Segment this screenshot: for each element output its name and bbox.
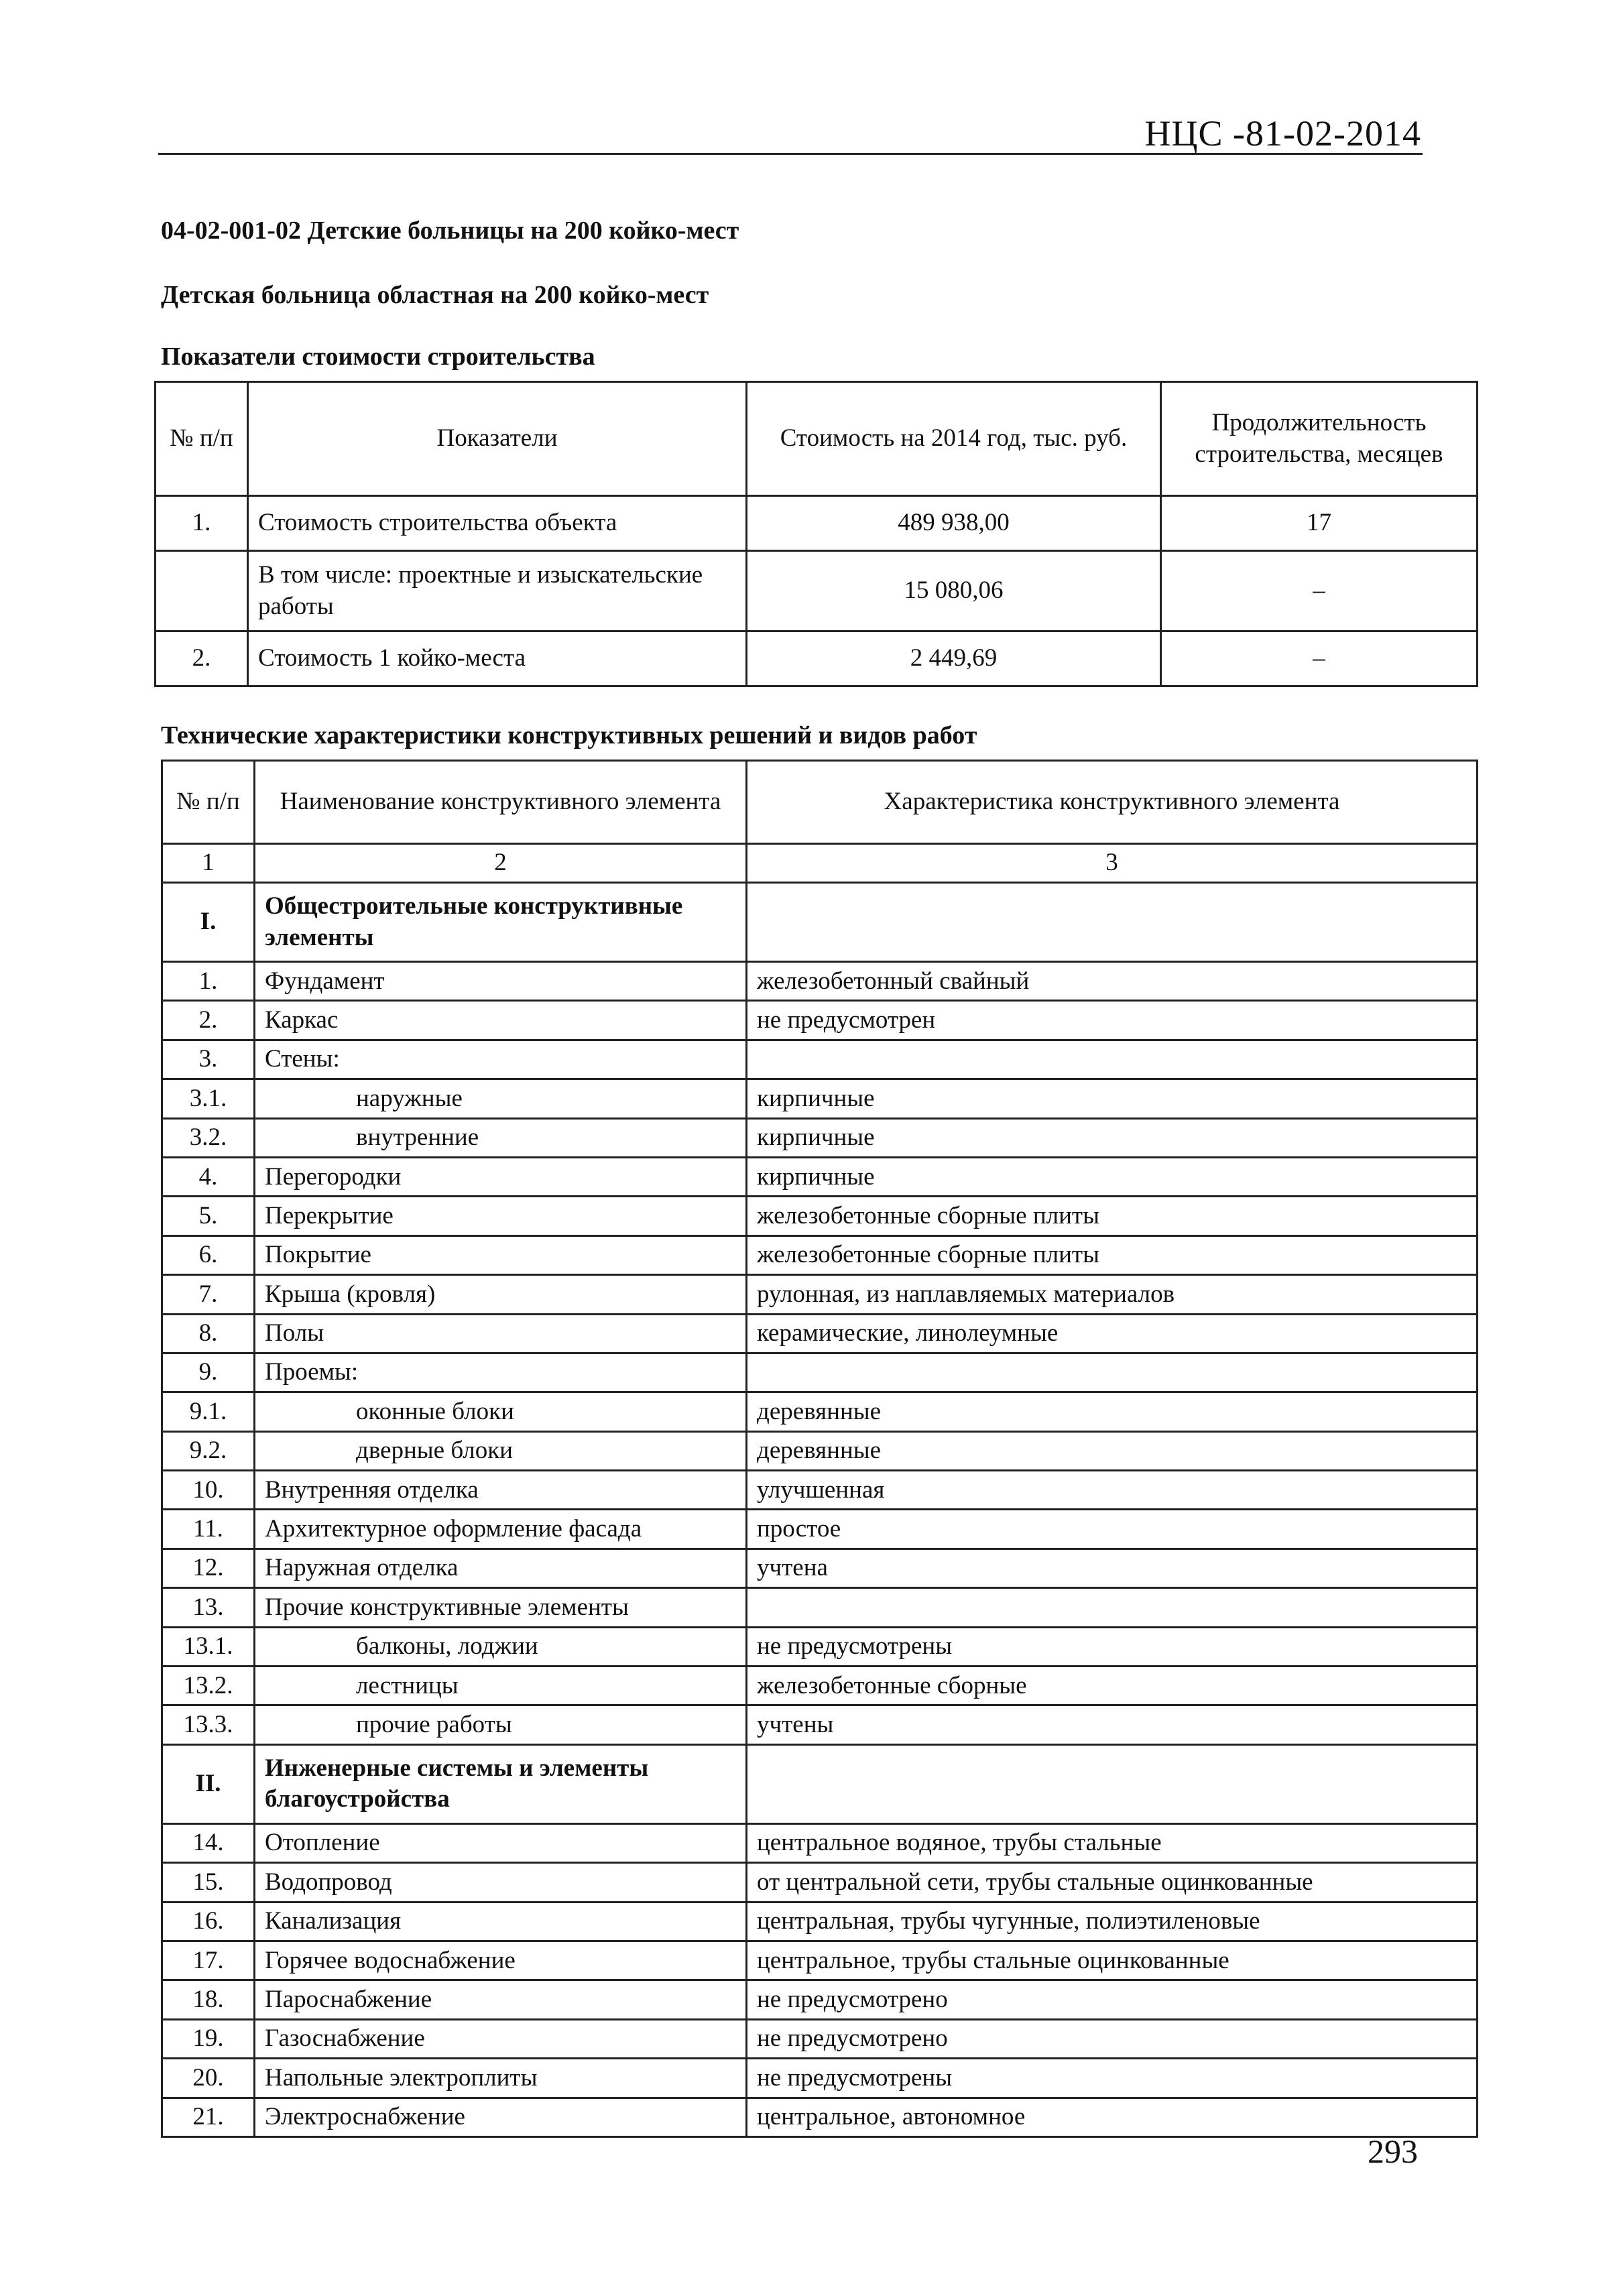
row-number: 9.1. (162, 1392, 255, 1431)
cost-header-row (156, 382, 1478, 496)
table-row (162, 1314, 1478, 1353)
element-characteristic: учтена (747, 1549, 1478, 1587)
element-name: Электроснабжение (255, 2098, 747, 2136)
cost-row (156, 631, 1478, 686)
element-name: Проемы: (255, 1353, 747, 1392)
element-characteristic (747, 883, 1478, 962)
element-name: Горячее водоснабжение (255, 1941, 747, 1980)
element-characteristic: улучшенная (747, 1471, 1478, 1510)
element-name: Внутренняя отделка (255, 1471, 747, 1510)
element-characteristic: рулонная, из наплавляемых материалов (747, 1275, 1478, 1314)
cost-row-name: В том числе: проектные и изыскательские работы (248, 551, 747, 631)
element-characteristic: центральное, трубы стальные оцинкованные (747, 1941, 1478, 1980)
tech-header-element: Наименование конструктивного элемента (255, 761, 747, 844)
row-number: 3. (162, 1040, 255, 1079)
cost-row-name: Стоимость 1 койко-места (248, 631, 747, 686)
element-characteristic: кирпичные (747, 1118, 1478, 1157)
element-characteristic: деревянные (747, 1431, 1478, 1470)
row-number: 3.1. (162, 1079, 255, 1118)
table-row (162, 1079, 1478, 1118)
cost-row-num: 2. (156, 631, 248, 686)
element-characteristic: железобетонные сборные плиты (747, 1235, 1478, 1274)
element-name: Канализация (255, 1902, 747, 1941)
table-row (162, 1235, 1478, 1274)
element-characteristic: от центральной сети, трубы стальные оцинкованные (747, 1863, 1478, 1902)
element-name: Отопление (255, 1823, 747, 1862)
table-row (162, 1392, 1478, 1431)
tech-header-num: № п/п (162, 761, 255, 844)
element-name: Каркас (255, 1001, 747, 1040)
table-row (162, 1549, 1478, 1587)
element-characteristic: не предусмотрен (747, 1001, 1478, 1040)
element-characteristic: железобетонные сборные плиты (747, 1197, 1478, 1235)
table-row (162, 1510, 1478, 1549)
element-characteristic: кирпичные (747, 1157, 1478, 1196)
row-number: II. (162, 1744, 255, 1823)
element-name: Общестроительные конструктивные элементы (255, 883, 747, 962)
tech-column-numbers-row (162, 844, 1478, 883)
row-number: 13. (162, 1588, 255, 1627)
row-number: 9. (162, 1353, 255, 1392)
column-number: 2 (255, 844, 747, 883)
row-number: 21. (162, 2098, 255, 2136)
element-name: Водопровод (255, 1863, 747, 1902)
element-name: внутренние (255, 1118, 747, 1157)
cost-header-cost: Стоимость на 2014 год, тыс. руб. (747, 382, 1161, 496)
element-name: наружные (255, 1079, 747, 1118)
table-row (162, 1627, 1478, 1666)
element-name: дверные блоки (255, 1431, 747, 1470)
element-name: Пароснабжение (255, 1980, 747, 2019)
element-characteristic: керамические, линолеумные (747, 1314, 1478, 1353)
cost-row-num: 1. (156, 496, 248, 551)
table-row (162, 1001, 1478, 1040)
element-name: лестницы (255, 1667, 747, 1705)
element-characteristic: железобетонный свайный (747, 962, 1478, 1001)
section-row (162, 883, 1478, 962)
table-row (162, 2098, 1478, 2136)
row-number: 2. (162, 1001, 255, 1040)
element-name: Инженерные системы и элементы благоустройства (255, 1744, 747, 1823)
element-characteristic: деревянные (747, 1392, 1478, 1431)
page-number: 293 (1368, 2132, 1418, 2170)
element-characteristic: учтены (747, 1705, 1478, 1744)
row-number: 9.2. (162, 1431, 255, 1470)
tech-table-title: Технические характеристики конструктивных решений и видов работ (161, 721, 977, 749)
cost-row-duration: 17 (1161, 496, 1478, 551)
element-characteristic: не предусмотрены (747, 1627, 1478, 1666)
element-name: Покрытие (255, 1235, 747, 1274)
cost-row (156, 551, 1478, 631)
cost-row-cost: 489 938,00 (747, 496, 1161, 551)
element-name: Прочие конструктивные элементы (255, 1588, 747, 1627)
element-name: Крыша (кровля) (255, 1275, 747, 1314)
element-characteristic: простое (747, 1510, 1478, 1549)
cost-row-duration: – (1161, 631, 1478, 686)
element-name: Фундамент (255, 962, 747, 1001)
row-number: 12. (162, 1549, 255, 1587)
element-name: оконные блоки (255, 1392, 747, 1431)
element-characteristic: не предусмотрено (747, 2019, 1478, 2058)
element-characteristic (747, 1588, 1478, 1627)
row-number: 15. (162, 1863, 255, 1902)
element-name: прочие работы (255, 1705, 747, 1744)
tech-header-characteristic: Характеристика конструктивного элемента (747, 761, 1478, 844)
cost-row (156, 496, 1478, 551)
table-row (162, 1197, 1478, 1235)
cost-row-cost: 15 080,06 (747, 551, 1161, 631)
row-number: 16. (162, 1902, 255, 1941)
element-characteristic: не предусмотрены (747, 2059, 1478, 2098)
row-number: 17. (162, 1941, 255, 1980)
table-row (162, 1980, 1478, 2019)
element-name: Полы (255, 1314, 747, 1353)
tech-table-body (162, 883, 1478, 2137)
cost-table-title: Показатели стоимости строительства (161, 343, 595, 371)
section-heading: 04-02-001-02 Детские больницы на 200 койко-мест (161, 217, 739, 245)
cost-row-duration: – (1161, 551, 1478, 631)
element-name: Перекрытие (255, 1197, 747, 1235)
row-number: 8. (162, 1314, 255, 1353)
element-name: Напольные электроплиты (255, 2059, 747, 2098)
document-code: НЦС -81-02-2014 (1144, 113, 1421, 154)
row-number: 19. (162, 2019, 255, 2058)
table-row (162, 1941, 1478, 1980)
element-characteristic (747, 1353, 1478, 1392)
table-row (162, 1157, 1478, 1196)
table-row (162, 1471, 1478, 1510)
element-name: Стены: (255, 1040, 747, 1079)
table-row (162, 962, 1478, 1001)
table-row (162, 1823, 1478, 1862)
cost-row-name: Стоимость строительства объекта (248, 496, 747, 551)
row-number: 10. (162, 1471, 255, 1510)
table-row (162, 2059, 1478, 2098)
tech-header-row (162, 761, 1478, 844)
element-characteristic: центральное водяное, трубы стальные (747, 1823, 1478, 1862)
row-number: 14. (162, 1823, 255, 1862)
element-characteristic: не предусмотрено (747, 1980, 1478, 2019)
element-name: Наружная отделка (255, 1549, 747, 1587)
element-characteristic: центральная, трубы чугунные, полиэтиленовые (747, 1902, 1478, 1941)
table-row (162, 1667, 1478, 1705)
row-number: 3.2. (162, 1118, 255, 1157)
cost-table (154, 381, 1478, 687)
row-number: 6. (162, 1235, 255, 1274)
tech-table (161, 760, 1478, 2138)
cost-header-num: № п/п (156, 382, 248, 496)
cost-header-duration: Продолжительность строительства, месяцев (1161, 382, 1478, 496)
object-heading: Детская больница областная на 200 койко-мест (161, 281, 709, 309)
row-number: 4. (162, 1157, 255, 1196)
element-name: Газоснабжение (255, 2019, 747, 2058)
element-name: Архитектурное оформление фасада (255, 1510, 747, 1549)
row-number: 20. (162, 2059, 255, 2098)
column-number: 1 (162, 844, 255, 883)
table-row (162, 1353, 1478, 1392)
row-number: I. (162, 883, 255, 962)
row-number: 13.2. (162, 1667, 255, 1705)
table-row (162, 1118, 1478, 1157)
row-number: 13.3. (162, 1705, 255, 1744)
element-name: балконы, лоджии (255, 1627, 747, 1666)
row-number: 1. (162, 962, 255, 1001)
table-row (162, 1275, 1478, 1314)
cost-row-cost: 2 449,69 (747, 631, 1161, 686)
element-name: Перегородки (255, 1157, 747, 1196)
table-row (162, 1705, 1478, 1744)
element-characteristic: кирпичные (747, 1079, 1478, 1118)
table-row (162, 1431, 1478, 1470)
element-characteristic (747, 1744, 1478, 1823)
table-row (162, 1588, 1478, 1627)
row-number: 7. (162, 1275, 255, 1314)
element-characteristic (747, 1040, 1478, 1079)
cost-row-num (156, 551, 248, 631)
element-characteristic: железобетонные сборные (747, 1667, 1478, 1705)
table-row (162, 1040, 1478, 1079)
row-number: 11. (162, 1510, 255, 1549)
element-characteristic: центральное, автономное (747, 2098, 1478, 2136)
section-row (162, 1744, 1478, 1823)
row-number: 18. (162, 1980, 255, 2019)
cost-header-indicator: Показатели (248, 382, 747, 496)
row-number: 5. (162, 1197, 255, 1235)
table-row (162, 1863, 1478, 1902)
row-number: 13.1. (162, 1627, 255, 1666)
table-row (162, 2019, 1478, 2058)
header-rule (158, 153, 1423, 155)
column-number: 3 (747, 844, 1478, 883)
table-row (162, 1902, 1478, 1941)
